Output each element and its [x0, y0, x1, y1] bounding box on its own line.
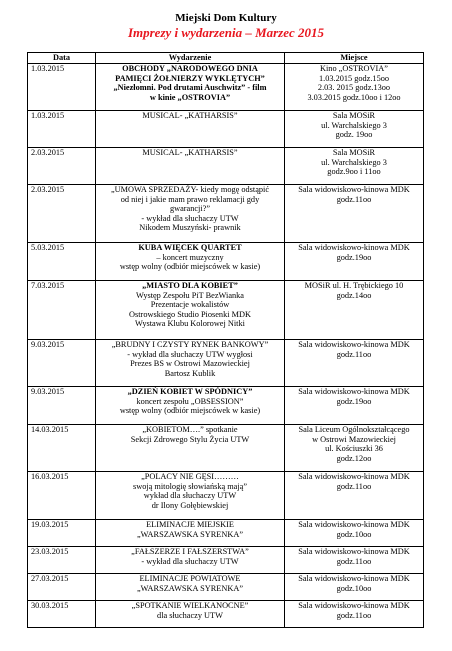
event-date: 9.03.2015	[28, 340, 96, 387]
event-line: Ostrowskiego Studio Piosenki MDK	[129, 309, 251, 319]
event-description	[96, 340, 285, 387]
place-line: Sala widowiskowo-kinowa MDK	[298, 574, 410, 583]
place-line: 1.03.2015 godz.15oo	[318, 73, 390, 83]
event-place	[285, 243, 424, 281]
event-place	[285, 547, 424, 574]
event-description	[96, 425, 285, 472]
place-line: ul. Kościuszki 36	[325, 444, 383, 454]
table-row	[28, 387, 424, 425]
place-line: godz.11oo	[336, 610, 372, 620]
place-line: Sala widowiskowo-kinowa MDK	[298, 243, 410, 252]
event-line: dla słuchaczy UTW	[157, 610, 223, 620]
place-line: Sala widowiskowo-kinowa MDK	[298, 185, 410, 194]
table-row	[28, 520, 424, 547]
event-place	[285, 148, 424, 185]
event-line: „SPOTKANIE WIELKANOCNE”	[131, 601, 249, 610]
event-place	[285, 520, 424, 547]
event-place	[285, 64, 424, 111]
place-line: godz.11oo	[336, 349, 372, 359]
event-line: OBCHODY „NARODOWEGO DNIA	[122, 64, 258, 73]
place-line: Sala widowiskowo-kinowa MDK	[298, 520, 410, 529]
event-line: ELIMINACJE MIEJSKIE	[146, 520, 234, 529]
event-line: swoją mitologię słowiańską mają”	[132, 481, 248, 491]
event-line: „Niezłomni. Pod drutami Auschwitz” - film	[113, 83, 267, 93]
event-place	[285, 472, 424, 520]
place-line: 2.03. 2015 godz.13oo	[317, 83, 391, 93]
place-line: Sala widowiskowo-kinowa MDK	[298, 387, 410, 396]
event-description	[96, 281, 285, 340]
table-row	[28, 111, 424, 148]
place-line: Sala widowiskowo-kinowa MDK	[298, 472, 410, 481]
event-description	[96, 574, 285, 601]
event-line: Występ Zespołu PiT BezWianka	[135, 290, 244, 300]
table-row	[28, 243, 424, 281]
event-line: „WARSZAWSKA SYRENKA”	[136, 583, 244, 593]
event-place	[285, 340, 424, 387]
event-place	[285, 601, 424, 628]
place-line: godz.9oo i 11oo	[327, 167, 381, 177]
event-description	[96, 64, 285, 111]
event-line: „UMOWA SPRZEDAŻY- kiedy mogę odstąpić	[110, 185, 270, 194]
event-line: - wykład dla słuchaczy UTW	[141, 213, 239, 223]
event-description	[96, 148, 285, 185]
event-description	[96, 601, 285, 628]
place-line: godz.19oo	[336, 252, 372, 262]
page-subtitle: Imprezy i wydarzenia – Marzec 2015	[127, 25, 325, 40]
place-line: MOSiR ul. H. Trębickiego 10	[304, 281, 404, 290]
document-header	[0, 11, 452, 41]
event-line: „WARSZAWSKA SYRENKA”	[136, 529, 244, 539]
event-description	[96, 547, 285, 574]
table-row	[28, 185, 424, 243]
event-line: Wystawa Klubu Kolorowej Nitki	[135, 319, 245, 329]
place-line: ul. Warchalskiego 3	[321, 157, 387, 167]
event-line: wykład dla słuchaczy UTW	[143, 491, 237, 501]
place-line: godz.10oo	[336, 583, 372, 593]
place-line: Kino „OSTROVIA”	[320, 64, 388, 73]
place-line: Sala widowiskowo-kinowa MDK	[298, 340, 410, 349]
event-line: od niej i jakie mam prawo reklamacji gdy	[120, 194, 260, 204]
table-row	[28, 281, 424, 340]
table-row	[28, 547, 424, 574]
event-line: „KOBIETOM….” spotkanie	[142, 425, 238, 434]
event-line: - wykład dla słuchaczy UTW	[141, 556, 239, 566]
event-line: w kinie „OSTROVIA”	[149, 92, 231, 102]
place-line: 3.03.2015 godz.10oo i 12oo	[307, 92, 401, 102]
event-line: MUSICAL- „KATHARSIS”	[142, 111, 238, 120]
event-line: wstęp wolny (odbiór miejscówek w kasie)	[119, 262, 261, 272]
event-date: 5.03.2015	[28, 243, 96, 281]
event-place	[285, 574, 424, 601]
event-date: 2.03.2015	[28, 185, 96, 243]
event-line: KUBA WIĘCEK QUARTET	[138, 243, 242, 252]
event-place	[285, 111, 424, 148]
page-title: Miejski Dom Kultury	[175, 12, 277, 24]
table-row	[28, 601, 424, 628]
page	[0, 11, 452, 651]
place-line: godz.12oo	[336, 453, 372, 463]
place-line: godz.14oo	[336, 290, 372, 300]
event-date: 9.03.2015	[28, 387, 96, 425]
event-line: Sekcji Zdrowego Stylu Życia UTW	[130, 434, 250, 444]
event-line: Prezentacje wokalistów	[150, 300, 230, 310]
event-description	[96, 520, 285, 547]
column-header-event: Wydarzenie	[96, 53, 285, 64]
place-line: Sala Liceum Ogólnokształcącego	[298, 425, 410, 434]
place-line: ul. Warchalskiego 3	[321, 120, 387, 130]
event-line: - wykład dla słuchaczy UTW wygłosi	[127, 349, 253, 359]
place-line: godz.11oo	[336, 556, 372, 566]
event-place	[285, 425, 424, 472]
event-line: „BRUDNY I CZYSTY RYNEK BANKOWY”	[111, 340, 269, 349]
table-row	[28, 148, 424, 185]
event-description	[96, 111, 285, 148]
event-description	[96, 472, 285, 520]
event-description	[96, 387, 285, 425]
event-line: – koncert muzyczny	[156, 252, 224, 262]
place-line: Sala MOSiR	[332, 111, 376, 120]
event-date: 1.03.2015	[28, 64, 96, 111]
event-line: ELIMINACJE POWIATOWE	[139, 574, 241, 583]
column-header-date: Data	[28, 53, 96, 64]
table-row	[28, 574, 424, 601]
event-line: koncert zespołu „OBSESSION”	[136, 396, 244, 406]
event-place	[285, 281, 424, 340]
event-date: 14.03.2015	[28, 425, 96, 472]
table-row	[28, 64, 424, 111]
event-line: Nikodem Muszyński- prawnik	[139, 223, 241, 233]
place-line: godz.19oo	[336, 396, 372, 406]
table-row	[28, 425, 424, 472]
table-body	[28, 64, 424, 628]
event-place	[285, 185, 424, 243]
event-line: Bartosz Kublik	[164, 368, 216, 378]
event-date: 16.03.2015	[28, 472, 96, 520]
place-line: godz.11oo	[336, 481, 372, 491]
table-row	[28, 340, 424, 387]
events-table	[27, 52, 424, 628]
event-place	[285, 387, 424, 425]
place-line: godz.11oo	[336, 194, 372, 204]
event-line: dr Ilony Gołębiewskiej	[151, 500, 229, 510]
event-line: Prezes BS w Ostrowi Mazowieckiej	[130, 359, 250, 369]
event-date: 7.03.2015	[28, 281, 96, 340]
place-line: godz. 19oo	[335, 130, 373, 140]
event-line: gwarancji?”	[169, 204, 211, 214]
place-line: Sala MOSiR	[332, 148, 376, 157]
place-line: Sala widowiskowo-kinowa MDK	[298, 601, 410, 610]
event-line: wstęp wolny (odbiór miejscówek w kasie)	[119, 406, 261, 416]
event-description	[96, 185, 285, 243]
event-line: „MIASTO DLA KOBIET”	[142, 281, 238, 290]
event-line: „POLACY NIE GĘSI………	[141, 472, 239, 481]
table-row	[28, 472, 424, 520]
event-date: 19.03.2015	[28, 520, 96, 547]
event-line: MUSICAL- „KATHARSIS”	[142, 148, 238, 157]
place-line: Sala widowiskowo-kinowa MDK	[298, 547, 410, 556]
table-header-row	[28, 53, 424, 64]
event-date: 1.03.2015	[28, 111, 96, 148]
event-line: „FAŁSZERZE I FAŁSZERSTWA”	[131, 547, 249, 556]
place-line: godz.10oo	[336, 529, 372, 539]
event-date: 2.03.2015	[28, 148, 96, 185]
column-header-place: Miejsce	[285, 53, 424, 64]
event-line: PAMIĘCI ŻOŁNIERZY WYKLĘTYCH”	[115, 73, 265, 83]
event-line: „DZIEŃ KOBIET W SPÓDNICY”	[127, 387, 253, 396]
place-line: w Ostrowi Mazowieckiej	[312, 434, 396, 444]
event-date: 30.03.2015	[28, 601, 96, 628]
event-date: 27.03.2015	[28, 574, 96, 601]
event-description	[96, 243, 285, 281]
event-date: 23.03.2015	[28, 547, 96, 574]
